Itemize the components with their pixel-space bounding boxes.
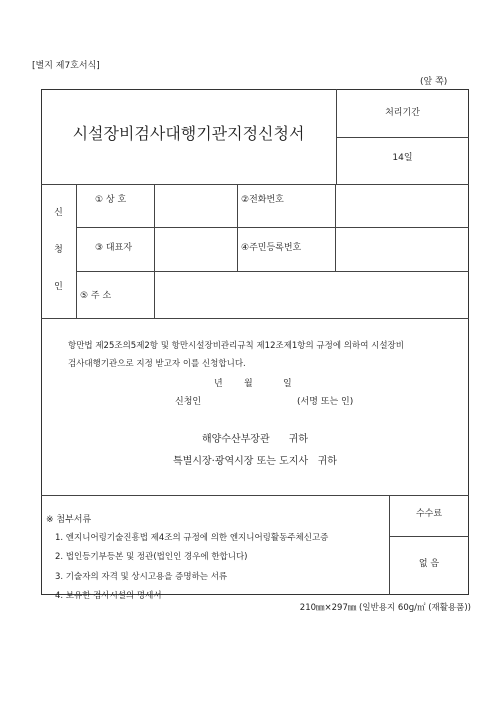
page-side-label: (앞 쪽) xyxy=(420,77,448,87)
address-label: ⑤ 주 소 xyxy=(80,291,112,301)
attachments-heading: ※ 첨부서류 xyxy=(46,515,92,525)
applicant-label-char-3: 인 xyxy=(54,282,63,292)
attachment-item-4: 4. 보유한 검사시설의 명세서 xyxy=(55,591,162,601)
applicant-signature-label: 신청인 xyxy=(175,397,202,407)
signature-note: (서명 또는 인) xyxy=(297,397,354,407)
trade-name-field[interactable] xyxy=(155,185,236,226)
date-month: 월 xyxy=(244,379,253,389)
application-body-line-1: 항만법 제25조의5제2항 및 항만시설장비관리규칙 제12조제1항의 규정에 의하여 시설장비 xyxy=(68,341,404,351)
attachment-item-1: 1. 엔지니어링기술진흥법 제4조의 규정에 의한 엔지니어링활동주체신고증 xyxy=(55,533,329,543)
attachment-item-3: 3. 기술자의 자격 및 상시고용을 증명하는 서류 xyxy=(55,572,228,582)
representative-label: ③ 대표자 xyxy=(95,243,133,253)
rule-applicant-bottom xyxy=(41,318,469,319)
date-day: 일 xyxy=(283,379,292,389)
rule-mid-col xyxy=(237,184,238,271)
application-body-line-2: 검사대행기관으로 지정 받고자 이를 신청합니다. xyxy=(68,359,246,369)
recipient-mayor-governor: 특별시장·광역시장 또는 도지사 귀하 xyxy=(173,456,337,467)
rule-header-divider xyxy=(336,89,337,184)
processing-period-label: 처리기간 xyxy=(385,108,420,118)
paper-size-note: 210㎜×297㎜ (일반용지 60g/㎡ (재활용품)) xyxy=(299,603,471,613)
address-field[interactable] xyxy=(155,272,468,317)
rule-applicant-label-col xyxy=(76,184,77,318)
rule-body-bottom xyxy=(41,495,469,496)
recipient-minister: 해양수산부장관 귀하 xyxy=(201,434,308,445)
fee-value: 없 음 xyxy=(418,559,440,569)
processing-period-value: 14일 xyxy=(392,153,413,163)
trade-name-label: ① 상 호 xyxy=(95,195,127,205)
rule-fee-mid xyxy=(389,536,469,537)
phone-field[interactable] xyxy=(336,185,468,226)
rule-period-mid xyxy=(336,137,469,138)
representative-field[interactable] xyxy=(155,228,236,270)
resident-number-label: ④주민등록번호 xyxy=(241,243,302,253)
attachment-item-2: 2. 법인등기부등본 및 정관(법인인 경우에 한합니다) xyxy=(55,552,248,562)
date-year: 년 xyxy=(214,379,223,389)
applicant-label-char-1: 신 xyxy=(54,208,63,218)
applicant-label-char-2: 청 xyxy=(54,245,63,255)
form-title: 시설장비검사대행기관지정신청서 xyxy=(72,124,305,143)
fee-label: 수수료 xyxy=(415,509,443,519)
form-number-label: [별지 제7호서식] xyxy=(32,61,100,71)
resident-number-field[interactable] xyxy=(336,228,468,270)
phone-label: ②전화번호 xyxy=(241,195,284,205)
